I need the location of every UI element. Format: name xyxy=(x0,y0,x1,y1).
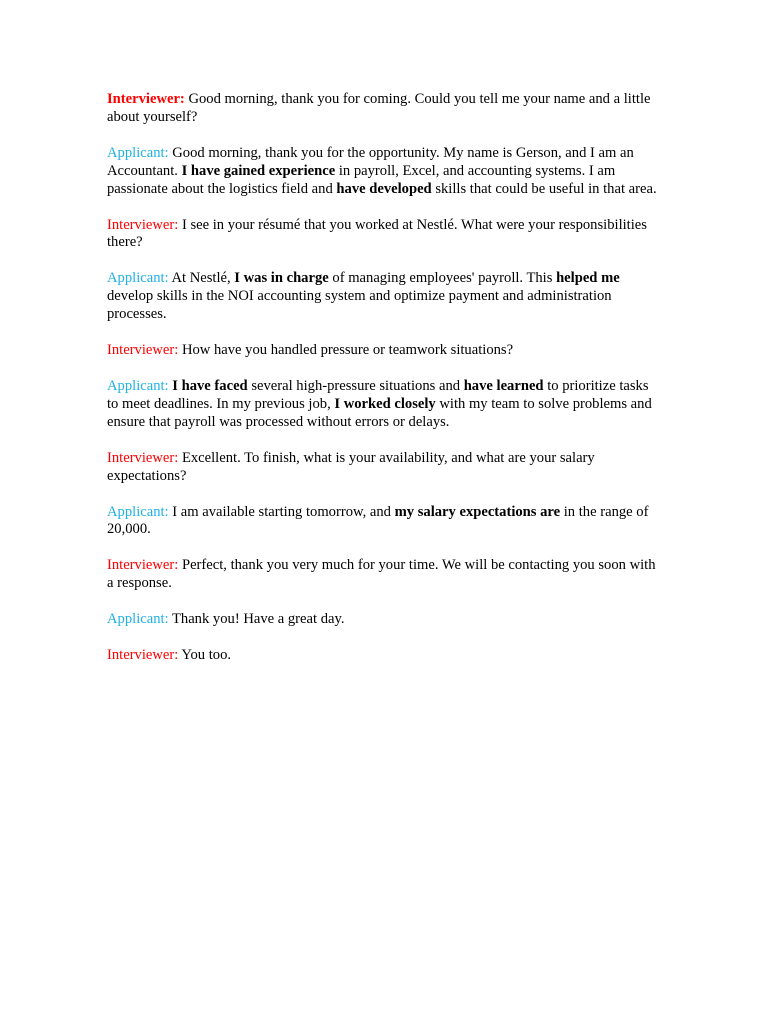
speaker-label: Applicant: xyxy=(107,144,169,161)
dialogue-text: of managing employees' payroll. This xyxy=(328,270,557,287)
dialogue-turn-interviewer xyxy=(107,217,659,253)
dialogue-text: develop skills in the NOI accounting system and optimize payment and administration processes. xyxy=(107,288,612,323)
emphasized-text: I worked closely xyxy=(334,395,436,412)
speaker-label: Applicant: xyxy=(107,377,169,394)
dialogue-text: Thank you! Have a great day. xyxy=(168,611,345,628)
speaker-label: Interviewer: xyxy=(107,342,179,359)
dialogue-text: to prioritize tasks to meet deadlines. In my previous job, xyxy=(107,377,649,412)
dialogue-turn-applicant xyxy=(107,611,659,629)
speaker-label: Applicant: xyxy=(107,611,169,628)
dialogue-turn-applicant xyxy=(107,504,659,540)
dialogue-turn-interviewer xyxy=(107,647,659,665)
dialogue-text: Perfect, thank you very much for your time. We will be contacting you soon with a response. xyxy=(107,557,656,592)
dialogue-text: several high-pressure situations and xyxy=(247,377,464,394)
emphasized-text: I have faced xyxy=(172,377,248,394)
dialogue-text: I see in your résumé that you worked at Nestlé. What were your responsibilities there? xyxy=(107,216,647,251)
speaker-label: Interviewer: xyxy=(107,647,179,664)
dialogue-text: Excellent. To finish, what is your availability, and what are your salary expectations? xyxy=(107,449,595,484)
emphasized-text: I was in charge xyxy=(234,270,329,287)
emphasized-text: helped me xyxy=(556,270,620,287)
emphasized-text: my salary expectations are xyxy=(394,503,561,520)
document-page xyxy=(107,91,659,683)
emphasized-text: have learned xyxy=(463,377,544,394)
speaker-label: Interviewer: xyxy=(107,557,179,574)
dialogue-text: At Nestlé, xyxy=(168,270,235,287)
dialogue-text: Good morning, thank you for the opportunity. My name is Gerson, and I am an Accountant. xyxy=(107,144,634,179)
dialogue-text: with my team to solve problems and ensure that payroll was processed without errors or delays. xyxy=(107,395,652,430)
dialogue-turn-interviewer xyxy=(107,557,659,593)
dialogue-turn-interviewer xyxy=(107,450,659,486)
dialogue-turn-applicant xyxy=(107,145,659,199)
dialogue-text: in the range of 20,000. xyxy=(107,503,649,538)
emphasized-text: I have gained experience xyxy=(181,162,336,179)
speaker-label: Applicant: xyxy=(107,503,169,520)
dialogue-turn-interviewer xyxy=(107,91,659,127)
speaker-label: Interviewer: xyxy=(107,216,179,233)
dialogue-text: I am available starting tomorrow, and xyxy=(168,503,395,520)
speaker-label: Interviewer: xyxy=(107,449,179,466)
dialogue-text: in payroll, Excel, and accounting systems. I am passionate about the logistics field and xyxy=(107,162,616,197)
dialogue-turn-applicant xyxy=(107,378,659,432)
interview-transcript xyxy=(107,91,659,665)
dialogue-text: How have you handled pressure or teamwork situations? xyxy=(178,342,514,359)
dialogue-turn-applicant xyxy=(107,270,659,324)
dialogue-text: Good morning, thank you for coming. Could you tell me your name and a little about yourself? xyxy=(107,91,651,125)
dialogue-text: You too. xyxy=(178,647,232,664)
dialogue-text: skills that could be useful in that area. xyxy=(431,180,657,197)
speaker-label: Applicant: xyxy=(107,270,169,287)
speaker-label: Interviewer: xyxy=(107,91,185,107)
emphasized-text: have developed xyxy=(336,180,432,197)
dialogue-turn-interviewer xyxy=(107,342,659,360)
